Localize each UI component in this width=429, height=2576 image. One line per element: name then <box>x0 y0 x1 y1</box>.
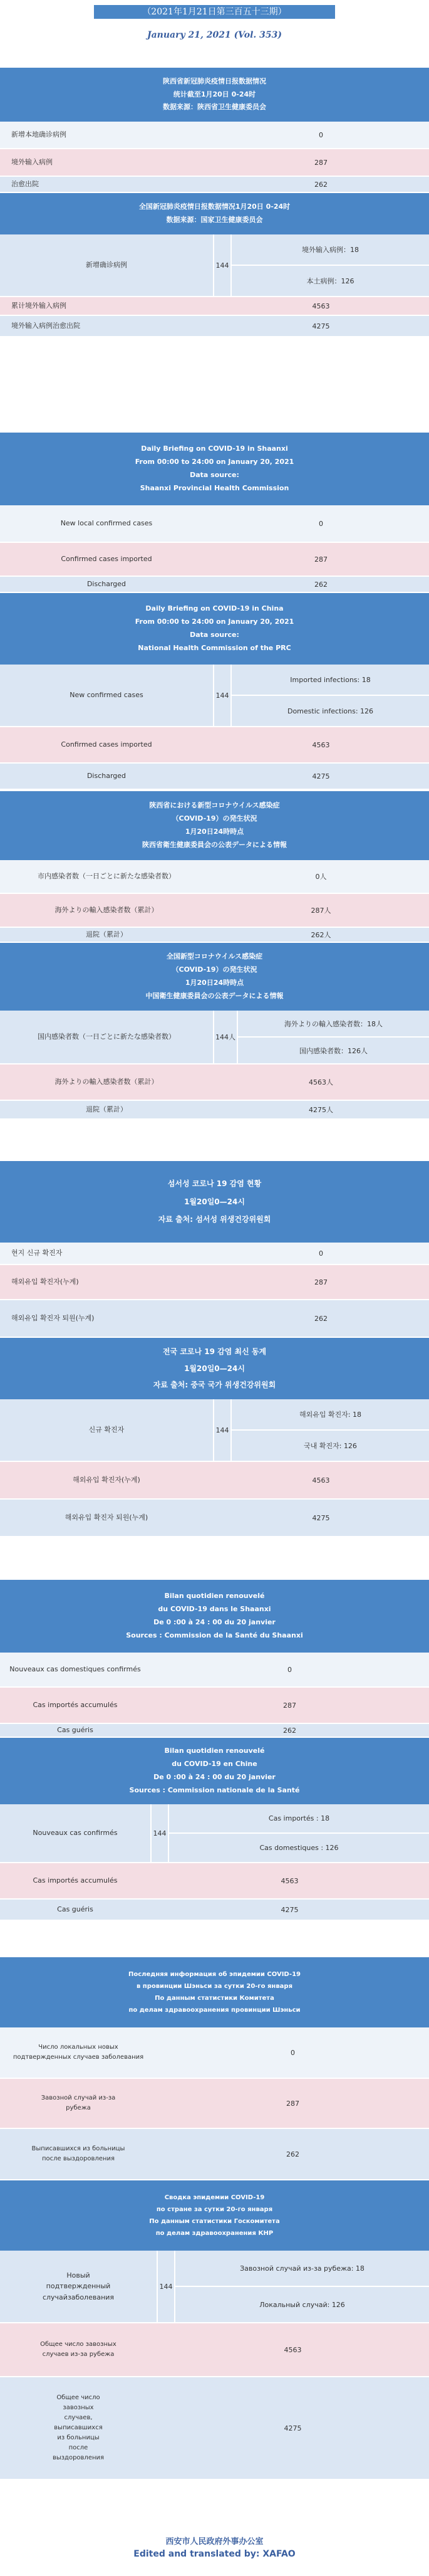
row-label: 해외유입 확진자(누계) <box>0 1265 213 1299</box>
row-value: 4563 <box>150 1863 429 1898</box>
row-value: 144 <box>157 2251 175 2322</box>
ja-section <box>0 791 429 1120</box>
zh-section <box>0 68 429 337</box>
header-line: 자료 출처: 중국 국가 위생건강위원회 <box>153 1380 276 1390</box>
row-label: Завозной случай из-за рубежа <box>0 2079 157 2128</box>
table-row <box>0 1243 429 1265</box>
table-row <box>0 727 429 764</box>
header-line: 陕西省新冠肺炎疫情日报数据情况 <box>163 76 266 85</box>
fr-section <box>0 1580 429 1921</box>
row-value: 262 <box>150 1724 429 1737</box>
row-value: 4563 <box>213 297 429 315</box>
table-row <box>0 1011 429 1065</box>
table-row <box>0 860 429 894</box>
ko-china-header <box>0 1338 429 1399</box>
header-line: National Health Commission of the PRC <box>138 643 291 652</box>
row-label: 退院（累計） <box>0 928 213 942</box>
row-label: Cas guéris <box>0 1724 150 1737</box>
row-value: 4275 <box>150 1900 429 1920</box>
imported-cases: 境外输入病例：18 <box>232 234 429 265</box>
row-value: 262 <box>157 2129 429 2179</box>
row-label: Число локальных новых подтвержденных случаев заболевания <box>0 2027 157 2078</box>
row-label: 境外输入病例 <box>0 149 213 176</box>
table-row <box>0 316 429 337</box>
header-line: （COVID-19）の発生状況 <box>172 814 257 823</box>
table-row <box>0 505 429 543</box>
header-line: du COVID-19 dans le Shaanxi <box>158 1605 271 1614</box>
row-label: New local confirmed cases <box>0 505 213 542</box>
header-line: по стране за сутки 20-го января <box>156 2206 273 2213</box>
table-row <box>0 2079 429 2129</box>
row-value: 4563 <box>213 1462 429 1498</box>
row-label: Cas importés accumulés <box>0 1863 150 1898</box>
row-label: Новый подтвержденный случайзаболевания <box>0 2251 157 2322</box>
table-row <box>0 543 429 577</box>
imported-cases: 해외유입 확진자: 18 <box>232 1399 429 1429</box>
header-line: по делам здравоохранения провинции Шэньси <box>128 2007 301 2014</box>
table-row <box>0 1688 429 1724</box>
row-value: 287 <box>213 1265 429 1299</box>
table-row <box>0 2251 429 2323</box>
header-line: Bilan quotidien renouvelé <box>164 1592 265 1601</box>
row-value: 0 <box>150 1653 429 1686</box>
fr-shaanxi-header <box>0 1580 429 1653</box>
header-line: Data source: <box>190 471 239 479</box>
table-row <box>0 2129 429 2180</box>
table-row <box>0 764 429 790</box>
table-row <box>0 122 429 149</box>
header-line: 자료 출처: 섬서성 위생건강위원회 <box>158 1215 271 1224</box>
header-line: 陝西省衛生健康委員会の公表データによる情報 <box>142 840 287 849</box>
footer-credit: Edited and translated by: XAFAO <box>133 2549 296 2559</box>
table-row <box>0 234 429 297</box>
row-label: 海外よりの輸入感染者数（累計） <box>0 1065 213 1100</box>
header-line: 1月20日24時時点 <box>185 828 244 836</box>
row-label: 市内感染者数（一日ごとに新たな感染者数） <box>0 860 213 893</box>
header-line: Data source: <box>190 631 239 639</box>
row-label: 累计境外输入病例 <box>0 297 213 315</box>
header-line: du COVID-19 en Chine <box>172 1760 257 1769</box>
table-row <box>0 2027 429 2079</box>
imported-cases: Завозной случай из-за рубежа: 18 <box>175 2251 429 2286</box>
header-line: （COVID-19）の発生状況 <box>172 965 257 974</box>
header-line: De 0 :00 à 24 : 00 du 20 janvier <box>153 1773 276 1781</box>
imported-cases: Imported infections: 18 <box>232 665 429 695</box>
row-label: 해외유입 확진자 퇴원(누계) <box>0 1500 213 1536</box>
header-line: Bilan quotidien renouvelé <box>164 1747 265 1755</box>
row-value: 262 <box>213 177 429 192</box>
row-value: 4275 <box>213 1500 429 1536</box>
row-label: 境外输入病例治愈出院 <box>0 316 213 336</box>
header-line: 陝西省における新型コロナウイルス感染症 <box>149 801 280 810</box>
header-line: 全国新型コロナウイルス感染症 <box>166 952 263 961</box>
header-line: 数据来源：陕西省卫生健康委员会 <box>163 103 266 112</box>
header-line: Daily Briefing on COVID-19 in China <box>145 604 284 613</box>
domestic-cases: 国内感染者数：126人 <box>238 1036 429 1063</box>
row-value: 287 <box>213 543 429 576</box>
row-label: 현지 신규 확진자 <box>0 1243 213 1264</box>
row-value: 0 <box>213 505 429 542</box>
row-label: 신규 확진자 <box>0 1399 213 1461</box>
table-row <box>0 149 429 177</box>
domestic-cases: 本土病例：126 <box>232 265 429 296</box>
domestic-cases: Локальный случай: 126 <box>175 2286 429 2322</box>
imported-cases: 海外よりの輸入感染者数：18人 <box>238 1011 429 1036</box>
header-line: Последняя информация об эпидемии COVID-19 <box>128 1971 301 1978</box>
row-value: 4275 <box>213 764 429 789</box>
row-label: Confirmed cases imported <box>0 727 213 762</box>
header-line: 전국 코로나 19 감염 최신 동계 <box>162 1347 267 1357</box>
row-label: Discharged <box>0 764 213 789</box>
date-volume: January 21, 2021 (Vol. 353) <box>147 30 282 40</box>
row-label: 国内感染者数（一日ごとに新たな感染者数） <box>0 1011 213 1063</box>
table-row <box>0 665 429 727</box>
row-label: Выписавшихся из больницы после выздоровления <box>0 2129 157 2179</box>
ru-shaanxi-header <box>0 1957 429 2027</box>
table-row <box>0 1399 429 1462</box>
ko-section <box>0 1161 429 1537</box>
table-row <box>0 1804 429 1863</box>
row-value: 144人 <box>213 1011 238 1063</box>
row-value: 4275 <box>213 316 429 336</box>
row-label: Cas guéris <box>0 1900 150 1920</box>
header-line: Sources : Commission nationale de la Santé <box>129 1785 300 1794</box>
header-line: 统计截至1月20日 0-24时 <box>173 90 256 98</box>
row-value: 262人 <box>213 928 429 942</box>
row-label: Confirmed cases imported <box>0 543 213 576</box>
header-line: Daily Briefing on COVID-19 in Shaanxi <box>141 444 288 453</box>
ja-shaanxi-header <box>0 791 429 860</box>
row-value: 4563人 <box>213 1065 429 1100</box>
row-label: Cas importés accumulés <box>0 1688 150 1723</box>
row-value: 144 <box>213 1399 232 1461</box>
row-value: 4275人 <box>213 1101 429 1118</box>
footer-org: 西安市人民政府外事办公室 <box>165 2537 264 2547</box>
table-row <box>0 2323 429 2377</box>
row-label: 해외유입 확진자(누계) <box>0 1462 213 1498</box>
row-value: 262 <box>213 577 429 592</box>
header-line: De 0 :00 à 24 : 00 du 20 janvier <box>153 1618 276 1626</box>
row-value: 262 <box>213 1300 429 1337</box>
row-value: 4563 <box>157 2323 429 2376</box>
row-label: Discharged <box>0 577 213 592</box>
table-row <box>0 577 429 593</box>
row-value: 144 <box>213 234 232 296</box>
table-row <box>0 1265 429 1300</box>
row-value: 144 <box>150 1804 169 1862</box>
row-value: 287 <box>150 1688 429 1723</box>
row-label: Nouveaux cas domestiques confirmés <box>0 1653 150 1686</box>
row-label: 新增本地确诊病例 <box>0 122 213 148</box>
table-row <box>0 1300 429 1338</box>
row-value: 144 <box>213 665 232 726</box>
domestic-cases: 국내 확진자: 126 <box>232 1429 429 1461</box>
en-shaanxi-header <box>0 433 429 505</box>
row-value: 4275 <box>157 2377 429 2479</box>
header-line: 数据来源：国家卫生健康委员会 <box>166 216 263 224</box>
table-row <box>0 1101 429 1120</box>
row-label: New confirmed cases <box>0 665 213 726</box>
row-value: 287人 <box>213 894 429 927</box>
fr-china-header <box>0 1738 429 1804</box>
table-row <box>0 1653 429 1688</box>
ru-china-header <box>0 2180 429 2251</box>
header-line: 全国新冠肺炎疫情日报数据情况1月20日 0-24时 <box>138 202 291 211</box>
row-label: Общее число завозных случаев из-за рубежа <box>0 2323 157 2376</box>
ja-china-header <box>0 943 429 1011</box>
domestic-cases: Cas domestiques : 126 <box>169 1832 429 1862</box>
row-value: 287 <box>213 149 429 176</box>
header-line: From 00:00 to 24:00 on January 20, 2021 <box>135 618 294 626</box>
domestic-cases: Domestic infections: 126 <box>232 695 429 726</box>
header-line: 中国衛生健康委員会の公表データによる情報 <box>145 991 284 1000</box>
imported-cases: Cas importés : 18 <box>169 1804 429 1832</box>
row-value: 0人 <box>213 860 429 893</box>
header-line: в провинции Шэньси за сутки 20-го января <box>136 1983 292 1990</box>
table-row <box>0 1724 429 1738</box>
en-china-header <box>0 593 429 665</box>
table-row <box>0 1500 429 1537</box>
table-row <box>0 1462 429 1500</box>
table-row <box>0 177 429 193</box>
header-line: From 00:00 to 24:00 on January 20, 2021 <box>135 458 294 466</box>
header-line: Shaanxi Provincial Health Commission <box>140 483 289 492</box>
table-row <box>0 1065 429 1101</box>
ru-section <box>0 1957 429 2480</box>
header-line: Sources : Commission de la Santé du Shaanxi <box>126 1631 303 1639</box>
row-label: 治愈出院 <box>0 177 213 192</box>
header-line: Сводка эпидемии COVID-19 <box>164 2194 265 2201</box>
header-line: 1月20日24時時点 <box>185 979 244 987</box>
header-line: 1월20일0—24시 <box>184 1364 245 1373</box>
issue-banner: （2021年1月21日第三百五十三期） <box>94 5 335 19</box>
row-label: Nouveaux cas confirmés <box>0 1804 150 1862</box>
table-row <box>0 894 429 928</box>
row-label: Общее число завозных случаев, выписавшихся из больницы после выздоровления <box>0 2377 157 2479</box>
row-value: 287 <box>157 2079 429 2128</box>
zh-shaanxi-header <box>0 68 429 122</box>
table-row <box>0 1863 429 1900</box>
table-row <box>0 1900 429 1921</box>
row-value: 0 <box>213 122 429 148</box>
header-line: 1월20일0—24시 <box>184 1197 245 1206</box>
row-label: 海外よりの輸入感染者数（累計） <box>0 894 213 927</box>
en-section <box>0 433 429 790</box>
ko-shaanxi-header <box>0 1161 429 1243</box>
row-label: 新增确诊病例 <box>0 234 213 296</box>
table-row <box>0 297 429 316</box>
row-value: 4563 <box>213 727 429 762</box>
zh-china-header <box>0 193 429 234</box>
header-line: по делам здравоохранения КНР <box>155 2230 274 2237</box>
header-line: По данным статистики Госкомитета <box>149 2218 280 2225</box>
row-value: 0 <box>213 1243 429 1264</box>
row-value: 0 <box>157 2027 429 2078</box>
table-row <box>0 2377 429 2480</box>
header-line: 섬서성 코로나 19 감염 현황 <box>167 1179 262 1188</box>
row-label: 해외유입 확진자 퇴원(누계) <box>0 1300 213 1337</box>
row-label: 退院（累計） <box>0 1101 213 1118</box>
header-line: По данным статистики Комитета <box>155 1995 274 2002</box>
table-row <box>0 928 429 943</box>
